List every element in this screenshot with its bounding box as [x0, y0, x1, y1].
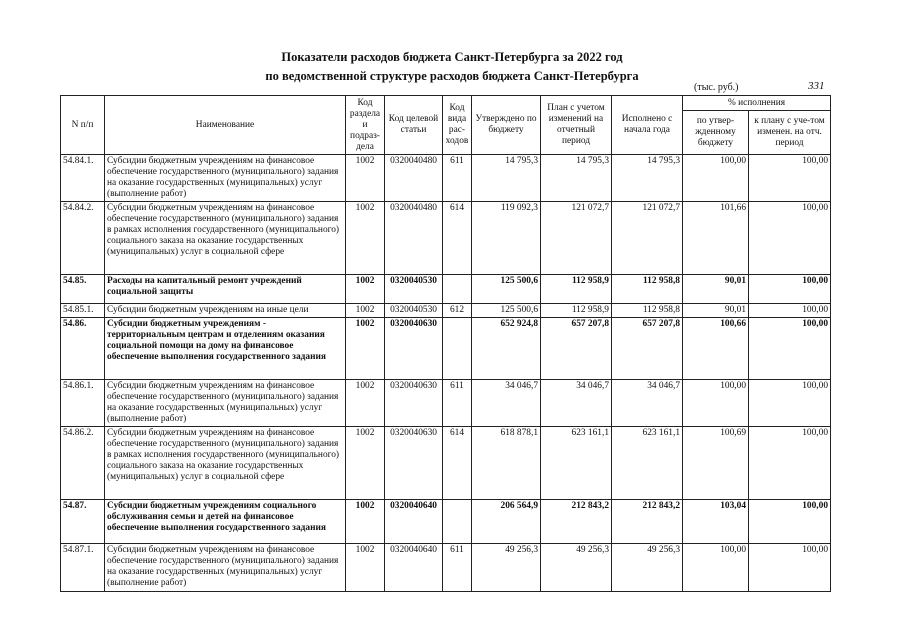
table-row	[61, 544, 831, 592]
row-section-code: 1002	[346, 544, 385, 592]
col-header-num: N п/п	[61, 96, 105, 155]
row-target-code: 0320040480	[385, 202, 443, 275]
row-plan: 121 072,7	[541, 202, 612, 275]
row-type-code: 614	[443, 202, 472, 275]
row-pct-plan: 100,00	[749, 318, 831, 380]
row-target-code: 0320040630	[385, 318, 443, 380]
row-approved: 119 092,3	[472, 202, 541, 275]
table-row	[61, 318, 831, 380]
row-plan: 212 843,2	[541, 500, 612, 544]
row-type-code: 611	[443, 380, 472, 427]
row-type-code: 611	[443, 155, 472, 202]
row-num: 54.86.1.	[61, 380, 105, 427]
row-approved: 49 256,3	[472, 544, 541, 592]
document-title-line1: Показатели расходов бюджета Санкт-Петербурга за 2022 год	[281, 50, 623, 64]
row-name: Субсидии бюджетным учреждениям - территориальным центрам и отделениям оказания социальной помощи на дому на финансовое обеспечение выполнения государственного задания	[105, 318, 346, 380]
document-title-line2: по ведомственной структуре расходов бюджета Санкт-Петербурга	[265, 69, 639, 83]
row-name: Субсидии бюджетным учреждениям на финансовое обеспечение государственного (муниципального) задания на оказание государственных (муниципальных) услуг (выполнение работ)	[105, 380, 346, 427]
row-pct-approved: 100,66	[683, 318, 749, 380]
row-section-code: 1002	[346, 427, 385, 500]
row-pct-approved: 101,66	[683, 202, 749, 275]
row-name: Субсидии бюджетным учреждениям на иные цели	[105, 304, 346, 318]
col-header-pct-plan: к плану с уче-том изменен. на отч. период	[749, 111, 831, 155]
col-header-section: Код раздела и подраз-дела	[346, 96, 385, 155]
row-type-code	[443, 318, 472, 380]
row-pct-approved: 100,69	[683, 427, 749, 500]
row-name: Субсидии бюджетным учреждениям на финансовое обеспечение государственного (муниципального) задания в рамках исполнения государственного (муниципального) социального заказа на оказание государственных (муниципальных) услуг в социальной сфере	[105, 427, 346, 500]
units-label: (тыс. руб.)	[694, 82, 739, 93]
row-executed: 49 256,3	[612, 544, 683, 592]
col-header-executed: Исполнено с начала года	[612, 96, 683, 155]
row-pct-plan: 100,00	[749, 500, 831, 544]
table-row	[61, 155, 831, 202]
row-executed: 657 207,8	[612, 318, 683, 380]
row-plan: 14 795,3	[541, 155, 612, 202]
row-plan: 34 046,7	[541, 380, 612, 427]
row-executed: 34 046,7	[612, 380, 683, 427]
row-approved: 125 500,6	[472, 304, 541, 318]
row-pct-approved: 90,01	[683, 275, 749, 304]
row-approved: 206 564,9	[472, 500, 541, 544]
row-pct-plan: 100,00	[749, 380, 831, 427]
row-executed: 112 958,8	[612, 275, 683, 304]
row-pct-plan: 100,00	[749, 202, 831, 275]
row-approved: 34 046,7	[472, 380, 541, 427]
table-row	[61, 427, 831, 500]
row-pct-plan: 100,00	[749, 427, 831, 500]
row-name: Субсидии бюджетным учреждениям социального обслуживания семьи и детей на финансовое обеспечение выполнения государственного задания	[105, 500, 346, 544]
row-executed: 623 161,1	[612, 427, 683, 500]
row-section-code: 1002	[346, 304, 385, 318]
col-header-type: Код вида рас-ходов	[443, 96, 472, 155]
row-name: Субсидии бюджетным учреждениям на финансовое обеспечение государственного (муниципального) задания на оказание государственных (муниципальных) услуг (выполнение работ)	[105, 544, 346, 592]
row-executed: 212 843,2	[612, 500, 683, 544]
row-executed: 121 072,7	[612, 202, 683, 275]
row-target-code: 0320040630	[385, 427, 443, 500]
row-pct-approved: 100,00	[683, 544, 749, 592]
row-target-code: 0320040640	[385, 544, 443, 592]
row-name: Расходы на капитальный ремонт учреждений социальной защиты	[105, 275, 346, 304]
row-section-code: 1002	[346, 318, 385, 380]
row-pct-plan: 100,00	[749, 275, 831, 304]
row-num: 54.85.1.	[61, 304, 105, 318]
row-num: 54.87.1.	[61, 544, 105, 592]
row-section-code: 1002	[346, 275, 385, 304]
page-number: 331	[808, 80, 825, 92]
row-section-code: 1002	[346, 380, 385, 427]
row-type-code: 614	[443, 427, 472, 500]
row-num: 54.84.2.	[61, 202, 105, 275]
row-section-code: 1002	[346, 202, 385, 275]
row-pct-plan: 100,00	[749, 544, 831, 592]
col-header-name: Наименование	[105, 96, 346, 155]
row-name: Субсидии бюджетным учреждениям на финансовое обеспечение государственного (муниципального) задания в рамках исполнения государственного (муниципального) социального заказа на оказание государственных (муниципальных) услуг в социальной сфере	[105, 202, 346, 275]
row-approved: 652 924,8	[472, 318, 541, 380]
row-section-code: 1002	[346, 155, 385, 202]
col-header-pct-group: % исполнения	[683, 96, 831, 111]
row-type-code	[443, 500, 472, 544]
col-header-approved: Утверждено по бюджету	[472, 96, 541, 155]
row-section-code: 1002	[346, 500, 385, 544]
col-header-pct-approved: по утвер-жденному бюджету	[683, 111, 749, 155]
row-plan: 623 161,1	[541, 427, 612, 500]
row-num: 54.86.	[61, 318, 105, 380]
row-plan: 112 958,9	[541, 304, 612, 318]
row-pct-approved: 100,00	[683, 155, 749, 202]
row-pct-plan: 100,00	[749, 304, 831, 318]
table-row	[61, 275, 831, 304]
row-num: 54.84.1.	[61, 155, 105, 202]
row-num: 54.87.	[61, 500, 105, 544]
row-pct-plan: 100,00	[749, 155, 831, 202]
table-row	[61, 202, 831, 275]
col-header-plan: План с учетом изменений на отчетный период	[541, 96, 612, 155]
table-row	[61, 380, 831, 427]
row-approved: 14 795,3	[472, 155, 541, 202]
row-num: 54.86.2.	[61, 427, 105, 500]
table-row	[61, 304, 831, 318]
row-plan: 657 207,8	[541, 318, 612, 380]
row-plan: 112 958,9	[541, 275, 612, 304]
row-pct-approved: 90,01	[683, 304, 749, 318]
row-pct-approved: 100,00	[683, 380, 749, 427]
row-approved: 618 878,1	[472, 427, 541, 500]
row-pct-approved: 103,04	[683, 500, 749, 544]
col-header-target: Код целевой статьи	[385, 96, 443, 155]
row-name: Субсидии бюджетным учреждениям на финансовое обеспечение государственного (муниципального) задания на оказание государственных (муниципальных) услуг (выполнение работ)	[105, 155, 346, 202]
row-executed: 14 795,3	[612, 155, 683, 202]
budget-table	[60, 95, 831, 592]
row-plan: 49 256,3	[541, 544, 612, 592]
row-target-code: 0320040640	[385, 500, 443, 544]
row-target-code: 0320040480	[385, 155, 443, 202]
row-approved: 125 500,6	[472, 275, 541, 304]
row-num: 54.85.	[61, 275, 105, 304]
row-type-code	[443, 275, 472, 304]
row-executed: 112 958,8	[612, 304, 683, 318]
row-type-code: 612	[443, 304, 472, 318]
row-target-code: 0320040530	[385, 275, 443, 304]
row-type-code: 611	[443, 544, 472, 592]
row-target-code: 0320040630	[385, 380, 443, 427]
table-row	[61, 500, 831, 544]
row-target-code: 0320040530	[385, 304, 443, 318]
